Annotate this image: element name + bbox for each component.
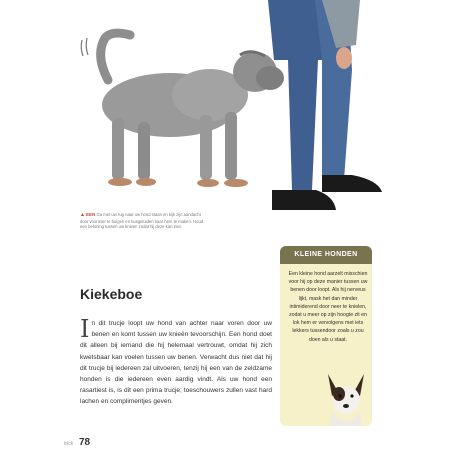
small-dog-photo xyxy=(322,370,370,426)
drop-cap: I xyxy=(80,315,90,343)
article-body-text: n dit trucje loopt uw hond van achter naar voren door uw benen en komt tussen uw knieën tevoorschijn. Een hond doet dit alleen bij iemand die hij helemaal vertrouwt, omdat hij zich kwetsbaar kan voelen tussen uw benen. Verwacht dus niet dat hij dit trucje bij iedereen zal uitvoeren, tenzij hij een van de zeldzame honden is die iedereen even aardig vindt. Als uw hond een rasartiest is, is dit een prima trucje; toeschouwers zullen vast hard lachen en complimentjes geven. xyxy=(80,320,272,406)
triangle-bullet-icon: ▲ xyxy=(80,212,85,218)
sidebar-text: Een kleine hond aarzelt misschien voor hij op deze manier tussen uw benen door loopt. Als hij nerveus lijkt, mask het dan minder intimiderend door neer te knielen, zodat u meer op zijn hoogte zit en lok hem er vervolgens met iets lekkers tussendoor zoals u zou doen als u staat. xyxy=(288,271,368,343)
photo-dog-and-owner xyxy=(60,0,390,230)
running-footer: trick xyxy=(64,441,74,447)
sidebar-title: KLEINE HONDEN xyxy=(280,246,372,264)
caption-label: EEN xyxy=(86,212,96,217)
caption-text: Ga met uw rug naar uw hond staan en kijk zijn aandacht door voorover te buigen en kusgeluiden naar hem te maken. Houd een beloning tussen uw knieën zodat hij deze kan zien. xyxy=(80,212,204,230)
page-number: 78 xyxy=(79,437,91,448)
photo-caption xyxy=(80,212,210,230)
article-title: Kiekeboe xyxy=(80,286,143,302)
article-body xyxy=(80,315,272,408)
